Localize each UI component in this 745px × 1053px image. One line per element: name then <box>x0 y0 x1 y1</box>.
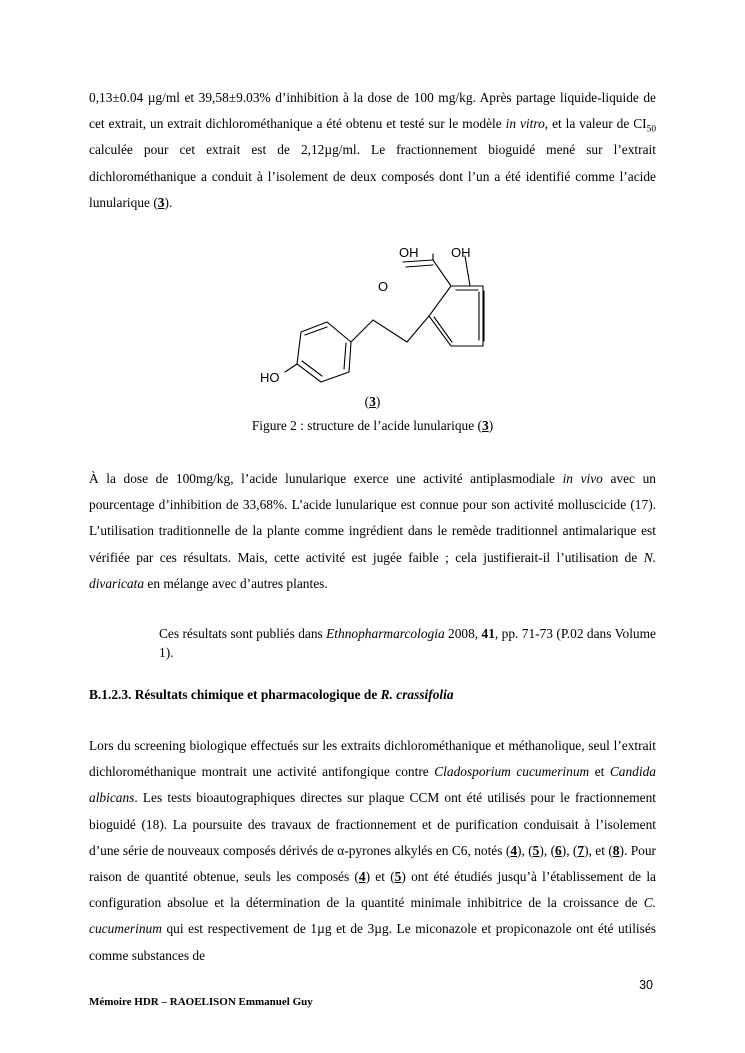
chain-bond <box>351 320 373 342</box>
compound-ref: 7 <box>577 842 585 858</box>
atom-label-oh: OH <box>451 245 471 260</box>
text-run: ) <box>375 394 381 409</box>
atom-label-oh: OH <box>399 245 419 260</box>
text-run: . Les tests bioautographiques directes sur plaque CCM ont été utilisés pour le fractionnement bioguidé (18). La poursuite des travaux de fractionnement et de purification conduisait à l’isolement d’une série de nouveaux composés dérivés de α-pyrones alkylés en C6, notés ( <box>89 790 656 858</box>
text-run: À la dose de 100mg/kg, l’acide lunularique exerce une activité antiplasmodiale <box>89 471 563 486</box>
text-run: et <box>589 764 610 780</box>
text-run: qui est respectivement de 1µg et de 3µg. Le miconazole et propiconazole ont été utilisés comme substances de <box>89 921 656 963</box>
paragraph-activity <box>89 466 656 597</box>
lunularic-acid-structure <box>255 236 495 386</box>
chemical-structure-drawing <box>255 236 495 386</box>
text-run: 0,13±0.04 µg/ml et 39,58±9.03% d’inhibition à la dose de 100 mg/kg. Après partage liquide-liquide de cet extrait, un extrait dichlorométhanique a été obtenu et testé sur le modèle <box>89 90 656 132</box>
compound-ref: 4 <box>358 869 366 885</box>
italic-text: R. crassifolia <box>380 687 454 702</box>
volume-number: 41 <box>481 626 495 641</box>
italic-text: in vivo <box>562 471 603 486</box>
chain-bond <box>373 320 407 342</box>
text-run: en mélange avec d’autres plantes. <box>144 575 328 591</box>
text-run: ) ont été étudiés jusqu’à l’établissement de la configuration absolue et la détermination de la quantité minimale inhibitrice de la croissance de <box>89 869 656 911</box>
paragraph-intro <box>89 85 656 216</box>
italic-text: N. divaricata <box>89 549 656 591</box>
text-run: 2008, <box>444 626 482 641</box>
figure-caption <box>0 416 745 436</box>
page-footer: Mémoire HDR – RAOELISON Emmanuel Guy <box>89 996 313 1008</box>
italic-text: Candida albicans <box>89 764 656 806</box>
text-run: ). Pour raison de quantité obtenue, seuls les composés ( <box>89 842 656 885</box>
italic-text: in vitro <box>505 116 545 132</box>
compound-ref: 8 <box>612 842 620 858</box>
compound-ref: 6 <box>555 842 562 858</box>
heading-text: B.1.2.3. Résultats chimique et pharmacologique de <box>89 687 381 702</box>
text-run: ), ( <box>539 842 556 858</box>
compound-ref: 5 <box>532 842 540 858</box>
carboxyl-bond <box>433 260 451 286</box>
ring-bond-path <box>429 286 483 346</box>
ring-bond <box>344 343 346 369</box>
ring-bond <box>434 317 452 342</box>
text-run: ), et ( <box>584 842 613 858</box>
phenol-bond <box>465 256 470 286</box>
publication-note <box>159 624 656 662</box>
text-run: Figure 2 : structure de l’acide lunularique ( <box>251 418 482 433</box>
paragraph-screening <box>89 733 656 969</box>
atom-label-ho: HO <box>260 370 280 385</box>
page-number: 30 <box>639 978 653 992</box>
text-run: calculée pour cet extrait est de 2,12µg/ml. Le fractionnement bioguidé mené sur l’extrait dichlorométhanique a conduit à l’isolement de deux composés dont l’un a été identifié comme l’acide lunularique ( <box>89 142 656 210</box>
ring-bond <box>302 361 322 376</box>
text-run: ( <box>364 394 370 409</box>
section-heading <box>89 684 656 706</box>
text-run: ) et ( <box>365 869 395 885</box>
carbonyl-bond <box>403 260 433 262</box>
text-run: ), ( <box>561 842 578 858</box>
compound-ref: 3 <box>157 194 165 210</box>
text-run: , pp. 71-73 (P.02 dans Volume 1). <box>159 626 656 660</box>
atom-label-o: O <box>378 279 389 294</box>
text-run: ) <box>488 418 494 433</box>
compound-ref: 3 <box>369 394 376 409</box>
compound-ref: 4 <box>510 842 518 858</box>
ring-bond <box>305 327 327 335</box>
molecule-label <box>0 392 745 412</box>
text-run: ). <box>164 194 173 210</box>
journal-name: Ethnopharmarcologia <box>326 626 445 641</box>
text-run: Ces résultats sont publiés dans <box>159 626 327 641</box>
chain-bond <box>407 316 429 342</box>
italic-text: C. cucumerinum <box>89 895 656 937</box>
text-run: Lors du screening biologique effectués sur les extraits dichlorométhanique et méthanolique, seul l’extrait dichlorométhanique montrait une activité antifongique contre <box>89 738 656 780</box>
ring-bond-path <box>297 322 351 382</box>
subscript-text: 50 <box>646 124 657 135</box>
compound-ref: 5 <box>394 869 402 885</box>
carbonyl-bond <box>406 265 433 267</box>
text-run: , et la valeur de CI <box>544 116 647 132</box>
text-run: ), ( <box>517 842 533 858</box>
italic-text: Cladosporium cucumerinum <box>434 764 590 780</box>
text-run: avec un pourcentage d’inhibition de 33,68%. L’acide lunularique est connue pour son activité molluscicide (17). L’utilisation traditionnelle de la plante comme ingrédient dans le remède traditionnel antimalarique est vérifiée par ces résultats. Mais, cette activité est jugée faible ; cela justifierait-il l’utilisation de <box>89 471 656 565</box>
hydroxyl-bond <box>285 364 297 372</box>
compound-ref: 3 <box>482 418 489 433</box>
